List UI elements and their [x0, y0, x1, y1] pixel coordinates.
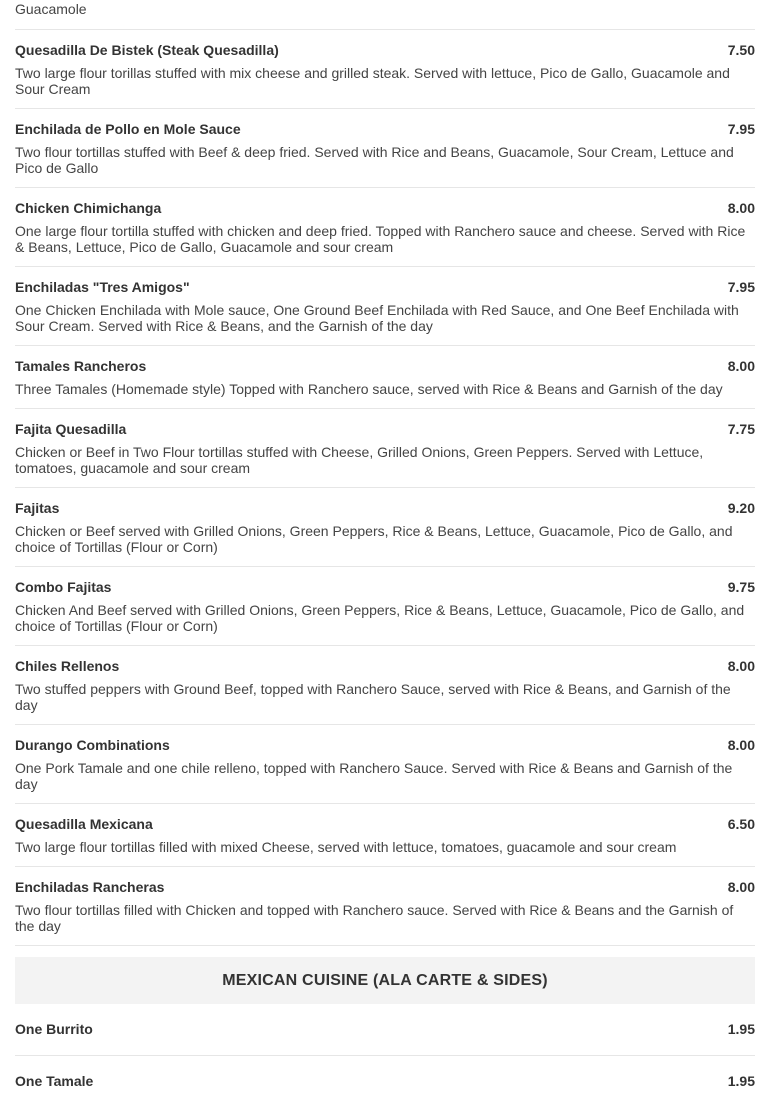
side-item-header	[15, 1021, 755, 1037]
side-item	[15, 1004, 755, 1056]
menu-item-header	[15, 500, 755, 516]
menu-item-header	[15, 421, 755, 437]
menu-item-name: Fajitas	[15, 500, 60, 516]
menu-item-price: 8.00	[727, 358, 755, 374]
menu-item	[15, 567, 755, 646]
menu-item-price: 7.50	[727, 42, 755, 58]
side-item	[15, 1056, 755, 1107]
menu-item-price: 9.75	[727, 579, 755, 595]
menu-item-header	[15, 658, 755, 674]
side-item-name: One Burrito	[15, 1021, 93, 1037]
side-item-price: 1.95	[727, 1021, 755, 1037]
menu-item-header	[15, 121, 755, 137]
menu-item-name: Enchiladas "Tres Amigos"	[15, 279, 190, 295]
menu-item-name: Combo Fajitas	[15, 579, 112, 595]
menu-item-price: 8.00	[727, 200, 755, 216]
menu-item	[15, 267, 755, 346]
menu-item-price: 7.95	[727, 279, 755, 295]
menu-item-price: 8.00	[727, 879, 755, 895]
menu-item	[15, 867, 755, 946]
menu-item-description: Two large flour torillas stuffed with mix cheese and grilled steak. Served with lettuce, Pico de Gallo, Guacamole and Sour Cream	[15, 65, 730, 97]
menu-item-price: 7.95	[727, 121, 755, 137]
previous-item-description-fragment: Guacamole	[15, 1, 755, 30]
menu-item-name: Enchiladas Rancheras	[15, 879, 165, 895]
menu-item-name: Tamales Rancheros	[15, 358, 147, 374]
menu-item-name: Fajita Quesadilla	[15, 421, 127, 437]
menu-item	[15, 346, 755, 409]
menu-item-price: 9.20	[727, 500, 755, 516]
menu-item-description: One Chicken Enchilada with Mole sauce, One Ground Beef Enchilada with Red Sauce, and One Beef Enchilada with Sour Cream. Served with Rice & Beans, and the Garnish of the day	[15, 302, 739, 334]
menu-item-name: Chicken Chimichanga	[15, 200, 162, 216]
menu-item	[15, 30, 755, 109]
menu-item-price: 7.75	[727, 421, 755, 437]
menu-item-header	[15, 358, 755, 374]
menu-item-description: Two stuffed peppers with Ground Beef, topped with Ranchero Sauce, served with Rice & Beans, and Garnish of the day	[15, 681, 731, 713]
menu-item-name: Quesadilla De Bistek (Steak Quesadilla)	[15, 42, 279, 58]
menu-list	[15, 0, 755, 1107]
menu-item	[15, 646, 755, 725]
menu-item	[15, 188, 755, 267]
side-item-price: 1.95	[727, 1073, 755, 1089]
menu-item-header	[15, 279, 755, 295]
menu-item-name: Enchilada de Pollo en Mole Sauce	[15, 121, 241, 137]
menu-item	[15, 488, 755, 567]
menu-item-price: 6.50	[727, 816, 755, 832]
menu-item-header	[15, 200, 755, 216]
side-item-header	[15, 1073, 755, 1089]
menu-item-header	[15, 737, 755, 753]
menu-item-name: Durango Combinations	[15, 737, 170, 753]
menu-item-description: Two flour tortillas stuffed with Beef & deep fried. Served with Rice and Beans, Guacamole, Sour Cream, Lettuce and Pico de Gallo	[15, 144, 734, 176]
menu-item-header	[15, 42, 755, 58]
menu-item-header	[15, 579, 755, 595]
menu-item-description: Three Tamales (Homemade style) Topped with Ranchero sauce, served with Rice & Beans and Garnish of the day	[15, 381, 723, 397]
menu-item-price: 8.00	[727, 737, 755, 753]
menu-item	[15, 409, 755, 488]
menu-item-price: 8.00	[727, 658, 755, 674]
menu-item	[15, 109, 755, 188]
menu-item-description: Two large flour tortillas filled with mixed Cheese, served with lettuce, tomatoes, guacamole and sour cream	[15, 839, 677, 855]
menu-item-description: Chicken or Beef in Two Flour tortillas stuffed with Cheese, Grilled Onions, Green Peppers. Served with Lettuce, tomatoes, guacamole and sour cream	[15, 444, 704, 476]
menu-item-description: One large flour tortilla stuffed with chicken and deep fried. Topped with Ranchero sauce and cheese. Served with Rice & Beans, Lettuce, Pico de Gallo, Guacamole and sour cream	[15, 223, 746, 255]
menu-item-name: Chiles Rellenos	[15, 658, 120, 674]
menu-item-description: Two flour tortillas filled with Chicken and topped with Ranchero sauce. Served with Rice & Beans and the Garnish of the day	[15, 902, 734, 934]
section-header: MEXICAN CUISINE (ALA CARTE & SIDES)	[15, 957, 755, 1004]
menu-item-description: Chicken And Beef served with Grilled Onions, Green Peppers, Rice & Beans, Lettuce, Guacamole, Pico de Gallo, and choice of Tortillas (Flour or Corn)	[15, 602, 745, 634]
menu-item-description: Chicken or Beef served with Grilled Onions, Green Peppers, Rice & Beans, Lettuce, Guacamole, Pico de Gallo, and choice of Tortillas (Flour or Corn)	[15, 523, 733, 555]
menu-item-header	[15, 879, 755, 895]
side-item-name: One Tamale	[15, 1073, 94, 1089]
menu-items	[15, 30, 755, 946]
menu-item	[15, 725, 755, 804]
menu-item-name: Quesadilla Mexicana	[15, 816, 153, 832]
side-items	[15, 1004, 755, 1107]
menu-item	[15, 804, 755, 867]
menu-item-description: One Pork Tamale and one chile relleno, topped with Ranchero Sauce. Served with Rice & Beans and Garnish of the day	[15, 760, 733, 792]
menu-item-header	[15, 816, 755, 832]
